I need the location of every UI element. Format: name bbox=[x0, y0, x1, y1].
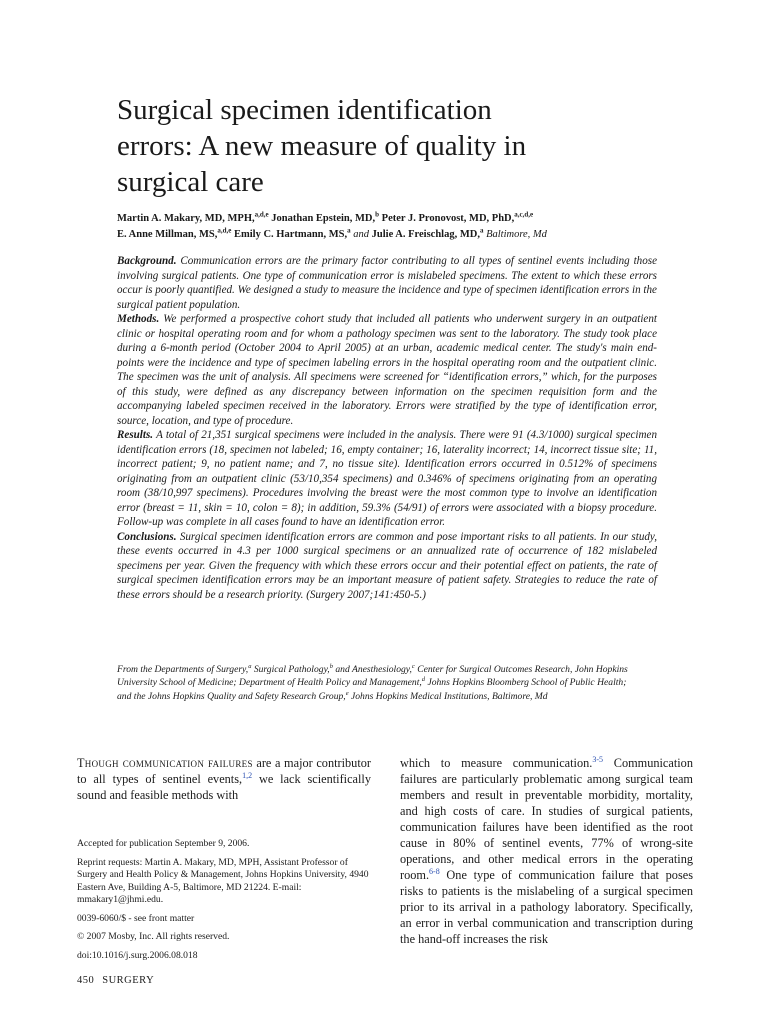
affiliation-marker: d bbox=[421, 676, 426, 684]
accepted-note: Accepted for publication September 9, 2006. bbox=[77, 838, 250, 849]
body-text: Communication failures are particularly problematic among surgical team members and result in preventable morbidity, mortality, and high costs of care. In studies of surgical patients, communication failures have been identified as the root cause in 80% of sentinel events, 77% of wrong-site operations, and other medical errors in the operating room. bbox=[400, 756, 693, 882]
abstract-background bbox=[117, 254, 657, 312]
author-location: Baltimore, Md bbox=[483, 229, 547, 240]
author-conjunction: and bbox=[350, 229, 372, 240]
reference-link[interactable]: 1,2 bbox=[242, 770, 253, 780]
page-number: 450 bbox=[77, 975, 95, 986]
abstract-text: We performed a prospective cohort study that included all patients who underwent surgery in an outpatient clinic or hospital operating room and for whom a pathology specimen was sent to the laboratory. The study took place during a 6-month period (October 2004 to April 2005) at an urban, academic medical center. The study's main end-points were the incidence and type of specimen labeling errors in the hospital operating room and the outpatient clinic. The specimen was the unit of analysis. All specimens were screened for “identification errors,” which, for the purposes of this study, were defined as any discrepancy between information on the specimen requisition form and the accompanying labeled specimen received in the laboratory. Errors were stratified by the type of identification error, source, location, and type of procedure. bbox=[117, 313, 657, 427]
author-affiliation-marker: a,c,d,e bbox=[514, 210, 534, 219]
abstract-text: Communication errors are the primary factor contributing to all types of sentinel events including those involving surgical patients. One type of communication error is mislabeled specimens. The extent to which these errors occur is poorly quantified. We designed a study to measure the incidence and type of specimen identification errors in the surgical patient population. bbox=[117, 255, 657, 311]
abstract-methods bbox=[117, 312, 657, 428]
abstract-text: A total of 21,351 surgical specimens were included in the analysis. There were 91 (4.3/1000) surgical specimen identification errors (18, specimen not labeled; 16, empty container; 16, laterality incorrect; 14, incorrect tissue site; 11, incorrect patient; 9, no patient name; and 7, no tissue site). Identification errors occurred in 0.512% of specimens originating from an outpatient clinic (53/10,354 specimens) and 0.346% of specimens originating from an operating room (38/10,997 specimens). Procedures involving the breast were the most common type to involve an identification error (breast = 11, skin = 10, colon = 8); in addition, 59.3% (54/91) of errors were associated with a biopsy procedure. Follow-up was complete in all cases found to have an identification error. bbox=[117, 429, 657, 528]
author-name: E. Anne Millman, MS, bbox=[117, 229, 218, 240]
journal-name: SURGERY bbox=[102, 975, 155, 986]
abstract-conclusions bbox=[117, 530, 657, 603]
copyright-note: © 2007 Mosby, Inc. All rights reserved. bbox=[77, 931, 230, 942]
author-affiliation-marker: a bbox=[479, 226, 484, 235]
body-column-left bbox=[77, 755, 371, 803]
body-text: which to measure communication. bbox=[400, 756, 593, 770]
abstract-results bbox=[117, 428, 657, 530]
author-affiliation-marker: a bbox=[347, 226, 351, 235]
author-affiliation-marker: a,d,e bbox=[217, 226, 232, 235]
body-text: One type of communication failure that poses risks to patients is the mislabeling of a surgical specimen prior to its arrival in a pathology laboratory. Specifically, an error in verbal communication and transcription during the hand-off increases the risk bbox=[400, 868, 693, 946]
title-line-1: Surgical specimen identification bbox=[117, 94, 492, 126]
abstract-heading: Background. bbox=[117, 255, 177, 267]
body-text: are a major contributor to all types of sentinel events, bbox=[77, 756, 371, 786]
abstract bbox=[117, 254, 657, 602]
reference-link[interactable]: 3-5 bbox=[592, 754, 604, 764]
author-name: Martin A. Makary, MD, MPH, bbox=[117, 213, 255, 224]
reprint-note: Reprint requests: Martin A. Makary, MD, MPH, Assistant Professor of Surgery and Health Policy & Management, Johns Hopkins University, 4940 Eastern Ave, Building A-5, Baltimore, MD 21224. E-mail: mmakary1@jhmi.edu. bbox=[77, 856, 369, 905]
reference-link[interactable]: 6-8 bbox=[429, 866, 440, 876]
abstract-heading: Methods. bbox=[117, 313, 160, 325]
body-text: we lack scientifically sound and feasible methods with bbox=[77, 772, 371, 802]
affiliations bbox=[117, 663, 637, 703]
affiliation-text: Surgical Pathology, bbox=[251, 664, 330, 675]
author-name: Jonathan Epstein, MD, bbox=[268, 213, 376, 224]
affiliation-marker: e bbox=[345, 689, 349, 697]
author-line-2 bbox=[117, 227, 697, 243]
affiliation-marker: b bbox=[329, 662, 333, 670]
affiliation-text: Johns Hopkins Bloomberg School of Public Health; and the Johns Hopkins Quality and Safety Research Group, bbox=[117, 677, 627, 702]
affiliation-marker: a bbox=[248, 662, 252, 670]
abstract-heading: Results. bbox=[117, 429, 154, 441]
author-name: Emily C. Hartmann, MS, bbox=[231, 229, 348, 240]
doi-note[interactable]: doi:10.1016/j.surg.2006.08.018 bbox=[77, 949, 198, 961]
author-affiliation-marker: a,d,e bbox=[254, 210, 269, 219]
author-line-1 bbox=[117, 211, 697, 227]
affiliation-marker: c bbox=[411, 662, 415, 670]
author-name: Julie A. Freischlag, MD, bbox=[371, 229, 480, 240]
title-line-2: errors: A new measure of quality in bbox=[117, 130, 527, 162]
title-line-3: surgical care bbox=[117, 166, 264, 198]
issn-note: 0039-6060/$ - see front matter bbox=[77, 912, 195, 924]
body-paragraph bbox=[400, 755, 693, 947]
affiliation-text: and Anesthesiology, bbox=[332, 664, 412, 675]
author-name: Peter J. Pronovost, MD, PhD, bbox=[379, 213, 515, 224]
body-column-right bbox=[400, 755, 693, 947]
article-title bbox=[117, 92, 677, 200]
lead-in-small-caps: Though communication failures bbox=[77, 756, 253, 770]
abstract-heading: Conclusions. bbox=[117, 530, 177, 543]
affiliation-text: From the Departments of Surgery, bbox=[117, 664, 249, 675]
author-affiliation-marker: b bbox=[375, 210, 380, 219]
affiliation-text: Center for Surgical Outcomes Research, John Hopkins University School of Medicine; Department of Health Policy and Management, bbox=[117, 664, 628, 689]
footnotes bbox=[77, 838, 371, 968]
affiliation-text: Johns Hopkins Medical Institutions, Baltimore, Md bbox=[348, 690, 548, 702]
author-list bbox=[117, 211, 697, 243]
abstract-text: Surgical specimen identification errors are common and pose important risks to all patients. In our study, these events occurred in 4.3 per 1000 surgical specimens or an annualized rate of occurrence of 182 mislabeled specimens per year. Given the frequency with which these errors occur and their potential effect on patients, the rate of surgical specimen identification errors may be an important measure of patient safety. Strategies to reduce the rate of these errors should be a research priority. (Surgery 2007;141:450-5.) bbox=[117, 530, 657, 601]
page-footer bbox=[77, 975, 154, 986]
